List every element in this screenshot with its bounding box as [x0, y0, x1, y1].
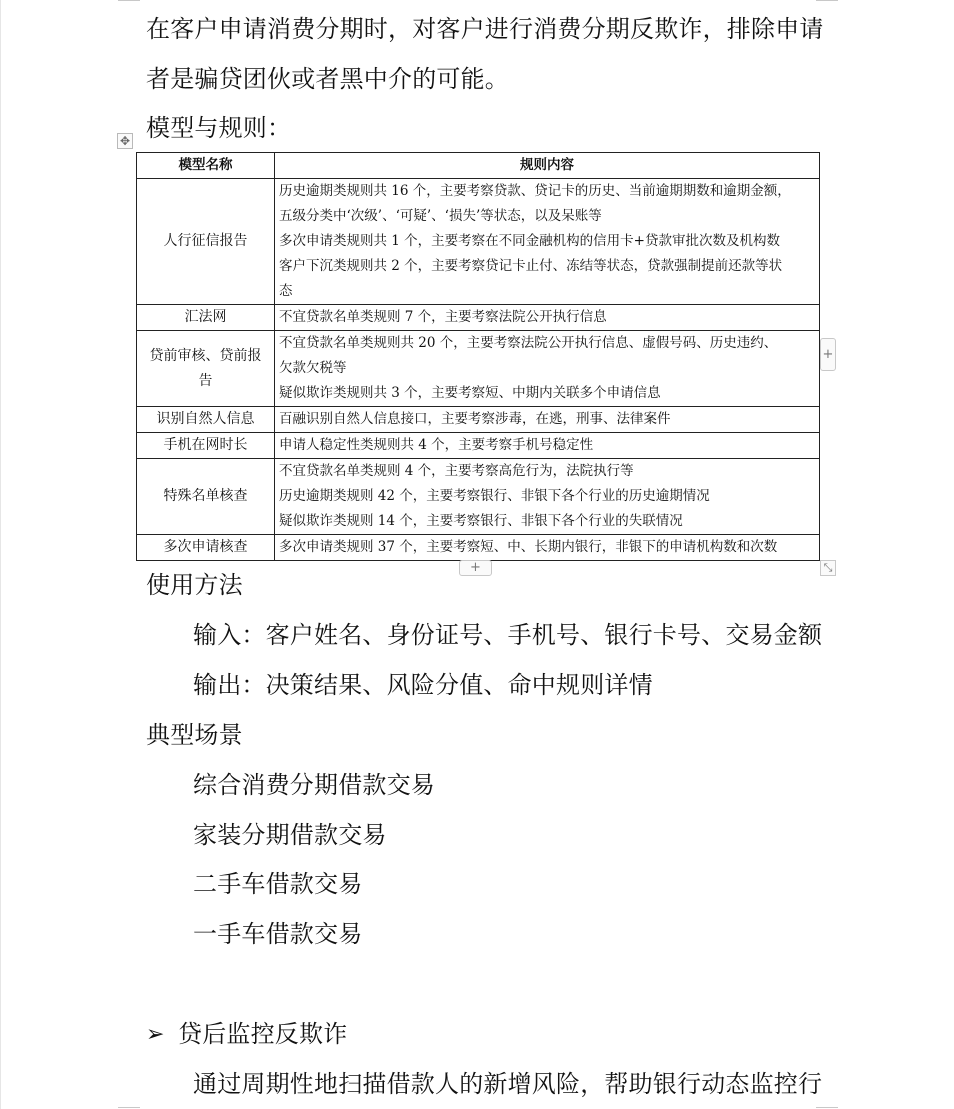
model-name-cell: 贷前审核、贷前报告 [137, 331, 275, 407]
rule-line: 欠款欠税等 [279, 360, 347, 376]
rule-line: 客户下沉类规则共 2 个，主要考察贷记卡止付、冻结等状态，贷款强制提前还款等状 [279, 258, 783, 274]
page-corner-mark [816, 1107, 838, 1108]
rules-table [136, 152, 820, 561]
usage-input: 输入：客户姓名、身份证号、手机号、银行卡号、交易金额 [193, 621, 823, 649]
model-name-cell: 特殊名单核查 [137, 459, 275, 535]
table-move-icon[interactable]: ✥ [117, 133, 133, 149]
rule-content-cell [275, 305, 820, 331]
intro-line-2: 者是骗贷团伙或者黑中介的可能。 [146, 65, 509, 93]
table-header-row [137, 153, 820, 179]
rule-line: 疑似欺诈类规则 14 个，主要考察银行、非银下各个行业的失联情况 [279, 513, 683, 529]
scenario-item: 综合消费分期借款交易 [193, 771, 435, 799]
table-header-model-name: 模型名称 [137, 153, 275, 179]
rule-line: 不宜贷款名单类规则 4 个，主要考察高危行为，法院执行等 [279, 463, 634, 479]
page-corner-mark [118, 1107, 140, 1108]
table-row [137, 179, 820, 305]
table-resize-icon[interactable]: ⤡ [820, 560, 836, 576]
scenarios-heading: 典型场景 [146, 721, 243, 749]
rule-line: 历史逾期类规则共 16 个，主要考察贷款、贷记卡的历史、当前逾期期数和逾期金额， [279, 183, 791, 199]
page-corner-mark [118, 0, 140, 1]
model-name-cell: 多次申请核查 [137, 535, 275, 561]
model-name-cell: 手机在网时长 [137, 433, 275, 459]
table-row [137, 407, 820, 433]
table-row [137, 459, 820, 535]
model-name-cell: 识别自然人信息 [137, 407, 275, 433]
table-row [137, 305, 820, 331]
model-heading: 模型与规则： [146, 114, 292, 142]
rule-content-cell [275, 433, 820, 459]
usage-output: 输出：决策结果、风险分值、命中规则详情 [193, 671, 653, 699]
rule-content-cell [275, 407, 820, 433]
post-loan-line-1: 通过周期性地扫描借款人的新增风险，帮助银行动态监控行 [193, 1070, 823, 1098]
scenario-item: 家装分期借款交易 [193, 821, 387, 849]
rule-line: 申请人稳定性类规则共 4 个，主要考察手机号稳定性 [279, 437, 594, 453]
table-row [137, 535, 820, 561]
scenario-item: 二手车借款交易 [193, 870, 363, 898]
table-row [137, 433, 820, 459]
rule-line: 五级分类中‘次级’、‘可疑’、‘损失’等状态，以及呆账等 [279, 208, 602, 224]
rule-line: 多次申请类规则共 1 个，主要考察在不同金融机构的信用卡+贷款审批次数及机构数 [279, 233, 780, 249]
rule-content-cell [275, 459, 820, 535]
rule-line: 不宜贷款名单类规则共 20 个，主要考察法院公开执行信息、虚假号码、历史违约、 [279, 335, 778, 351]
table-row [137, 331, 820, 407]
page-corner-mark [816, 0, 838, 1]
rule-line: 态 [279, 283, 293, 299]
model-name-cell: 人行征信报告 [137, 179, 275, 305]
rule-line: 历史逾期类规则 42 个，主要考察银行、非银下各个行业的历史逾期情况 [279, 488, 710, 504]
page-edge [0, 0, 1, 1109]
arrow-bullet-icon: ➢ [146, 1022, 165, 1047]
rule-content-cell [275, 331, 820, 407]
add-row-plus-icon[interactable]: + [459, 560, 492, 576]
table-header-rule-content: 规则内容 [275, 153, 820, 179]
model-name-cell: 汇法网 [137, 305, 275, 331]
usage-heading: 使用方法 [146, 571, 243, 599]
add-column-plus-icon[interactable]: + [820, 338, 836, 371]
rule-line: 疑似欺诈类规则共 3 个，主要考察短、中期内关联多个申请信息 [279, 385, 661, 401]
rule-line: 不宜贷款名单类规则 7 个，主要考察法院公开执行信息 [279, 309, 607, 325]
intro-line-1: 在客户申请消费分期时，对客户进行消费分期反欺诈，排除申请 [146, 15, 824, 43]
rule-line: 百融识别自然人信息接口，主要考察涉毒，在逃，刑事、法律案件 [279, 411, 671, 427]
post-loan-heading: 贷后监控反欺诈 [178, 1020, 348, 1048]
scenario-item: 一手车借款交易 [193, 920, 363, 948]
rule-line: 多次申请类规则 37 个，主要考察短、中、长期内银行，非银下的申请机构数和次数 [279, 539, 778, 555]
rule-content-cell [275, 179, 820, 305]
rule-content-cell [275, 535, 820, 561]
